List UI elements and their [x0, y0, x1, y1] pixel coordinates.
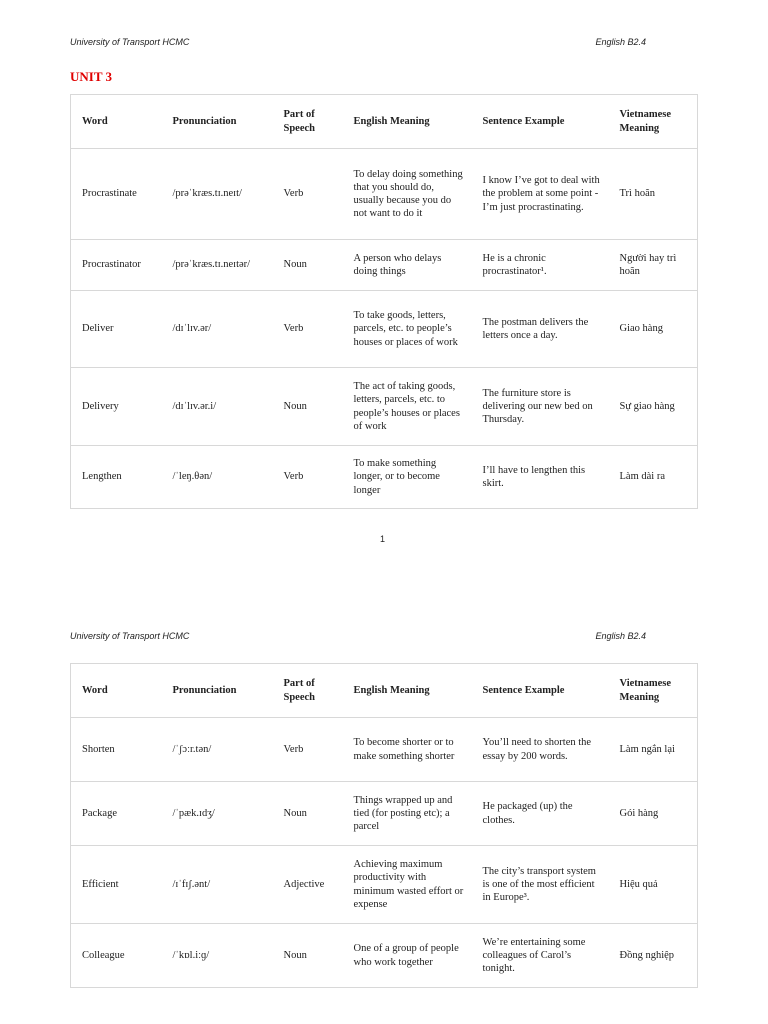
cell-pronunciation: /dɪˈlɪv.ər.i/ — [162, 368, 273, 446]
cell-pronunciation: /prəˈkræs.tɪ.neɪt/ — [162, 149, 273, 240]
column-header-english-meaning: English Meaning — [343, 95, 472, 149]
vocabulary-table-2 — [70, 663, 698, 988]
table-row — [71, 782, 698, 846]
unit-title: UNIT 3 — [70, 69, 113, 84]
cell-vietnamese-meaning: Đồng nghiệp — [609, 924, 698, 988]
cell-sentence-example: The city’s transport system is one of the most efficient in Europe³. — [472, 846, 609, 924]
table-header-row — [71, 95, 698, 149]
cell-english-meaning: Achieving maximum productivity with minimum wasted effort or expense — [343, 846, 472, 924]
cell-part-of-speech: Noun — [273, 240, 343, 291]
cell-english-meaning: To make something longer, or to become longer — [343, 446, 472, 509]
cell-word: Lengthen — [71, 446, 162, 509]
cell-part-of-speech: Verb — [273, 718, 343, 782]
cell-sentence-example: I know I’ve got to deal with the problem at some point - I’m just procrastinating. — [472, 149, 609, 240]
cell-vietnamese-meaning: Người hay trì hoãn — [609, 240, 698, 291]
cell-pronunciation: /ˈleŋ.θən/ — [162, 446, 273, 509]
cell-word: Package — [71, 782, 162, 846]
table-row — [71, 924, 698, 988]
column-header-pronunciation: Pronunciation — [162, 664, 273, 718]
cell-sentence-example: You’ll need to shorten the essay by 200 words. — [472, 718, 609, 782]
cell-sentence-example: I’ll have to lengthen this skirt. — [472, 446, 609, 509]
header-course: English B2.4 — [595, 37, 646, 47]
table-header-row — [71, 664, 698, 718]
cell-pronunciation: /ˈpæk.ɪdʒ/ — [162, 782, 273, 846]
table-row — [71, 149, 698, 240]
cell-vietnamese-meaning: Hiệu quả — [609, 846, 698, 924]
column-header-pronunciation: Pronunciation — [162, 95, 273, 149]
cell-pronunciation: /ɪˈfɪʃ.ənt/ — [162, 846, 273, 924]
column-header-sentence-example: Sentence Example — [472, 95, 609, 149]
cell-word: Procrastinator — [71, 240, 162, 291]
cell-sentence-example: The furniture store is delivering our new bed on Thursday. — [472, 368, 609, 446]
cell-vietnamese-meaning: Làm dài ra — [609, 446, 698, 509]
table-row — [71, 846, 698, 924]
cell-word: Deliver — [71, 291, 162, 368]
cell-word: Procrastinate — [71, 149, 162, 240]
column-header-english-meaning: English Meaning — [343, 664, 472, 718]
cell-sentence-example: The postman delivers the letters once a day. — [472, 291, 609, 368]
header-institution: University of Transport HCMC — [70, 37, 190, 47]
cell-pronunciation: /ˈkɒl.iːɡ/ — [162, 924, 273, 988]
cell-part-of-speech: Verb — [273, 446, 343, 509]
table-row — [71, 291, 698, 368]
cell-english-meaning: A person who delays doing things — [343, 240, 472, 291]
header-institution: University of Transport HCMC — [70, 631, 190, 641]
page-number: 1 — [380, 534, 386, 544]
cell-part-of-speech: Noun — [273, 368, 343, 446]
cell-part-of-speech: Noun — [273, 924, 343, 988]
column-header-sentence-example: Sentence Example — [472, 664, 609, 718]
table-row — [71, 368, 698, 446]
vocabulary-table-1 — [70, 94, 698, 509]
cell-vietnamese-meaning: Làm ngắn lại — [609, 718, 698, 782]
cell-vietnamese-meaning: Gói hàng — [609, 782, 698, 846]
cell-part-of-speech: Adjective — [273, 846, 343, 924]
cell-english-meaning: To become shorter or to make something shorter — [343, 718, 472, 782]
header-course: English B2.4 — [595, 631, 646, 641]
cell-pronunciation: /ˈʃɔːr.tən/ — [162, 718, 273, 782]
cell-sentence-example: He is a chronic procrastinator¹. — [472, 240, 609, 291]
cell-english-meaning: Things wrapped up and tied (for posting etc); a parcel — [343, 782, 472, 846]
table-row — [71, 446, 698, 509]
cell-word: Shorten — [71, 718, 162, 782]
cell-part-of-speech: Verb — [273, 291, 343, 368]
cell-part-of-speech: Verb — [273, 149, 343, 240]
table-row — [71, 718, 698, 782]
cell-sentence-example: He packaged (up) the clothes. — [472, 782, 609, 846]
cell-pronunciation: /prəˈkræs.tɪ.neɪtər/ — [162, 240, 273, 291]
cell-pronunciation: /dɪˈlɪv.ər/ — [162, 291, 273, 368]
column-header-word: Word — [71, 664, 162, 718]
cell-sentence-example: We’re entertaining some colleagues of Carol’s tonight. — [472, 924, 609, 988]
cell-vietnamese-meaning: Sự giao hàng — [609, 368, 698, 446]
column-header-part-of-speech: Part of Speech — [273, 95, 343, 149]
cell-english-meaning: To delay doing something that you should do, usually because you do not want to do it — [343, 149, 472, 240]
cell-vietnamese-meaning: Giao hàng — [609, 291, 698, 368]
cell-word: Efficient — [71, 846, 162, 924]
cell-english-meaning: To take goods, letters, parcels, etc. to people’s houses or places of work — [343, 291, 472, 368]
cell-english-meaning: One of a group of people who work together — [343, 924, 472, 988]
column-header-vietnamese-meaning: Vietnamese Meaning — [609, 664, 698, 718]
column-header-word: Word — [71, 95, 162, 149]
table-row — [71, 240, 698, 291]
cell-part-of-speech: Noun — [273, 782, 343, 846]
cell-word: Delivery — [71, 368, 162, 446]
column-header-vietnamese-meaning: Vietnamese Meaning — [609, 95, 698, 149]
cell-word: Colleague — [71, 924, 162, 988]
cell-vietnamese-meaning: Trì hoãn — [609, 149, 698, 240]
column-header-part-of-speech: Part of Speech — [273, 664, 343, 718]
cell-english-meaning: The act of taking goods, letters, parcels, etc. to people’s houses or places of work — [343, 368, 472, 446]
